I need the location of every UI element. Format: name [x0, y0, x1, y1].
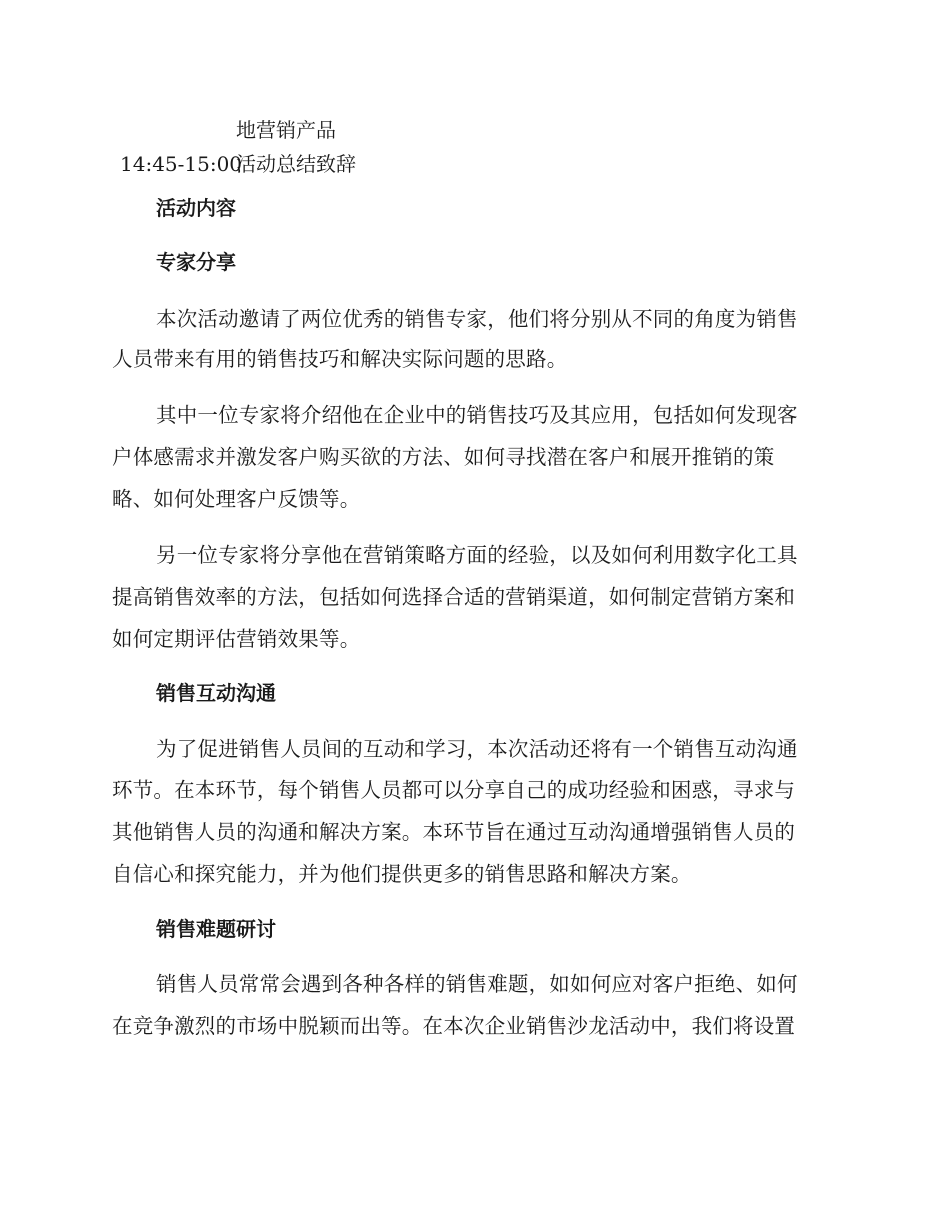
- paragraph-line: 为了促进销售人员间的互动和学习，本次活动还将有一个销售互动沟通: [156, 737, 798, 761]
- paragraph-line: 其他销售人员的沟通和解决方案。本环节旨在通过互动沟通增强销售人员的: [112, 820, 796, 844]
- paragraph-line: 本次活动邀请了两位优秀的销售专家，他们将分别从不同的角度为销售: [156, 307, 798, 331]
- schedule-activity: 活动总结致辞: [236, 152, 356, 176]
- paragraph-line: 销售人员常常会遇到各种各样的销售难题，如如何应对客户拒绝、如何: [156, 972, 798, 996]
- section-heading-interaction: 销售互动沟通: [156, 681, 276, 705]
- paragraph-line: 提高销售效率的方法，包括如何选择合适的营销渠道，如何制定营销方案和: [112, 585, 796, 609]
- section-heading-problems: 销售难题研讨: [156, 917, 276, 941]
- section-heading-content: 活动内容: [156, 196, 236, 220]
- paragraph-line: 环节。在本环节，每个销售人员都可以分享自己的成功经验和困惑，寻求与: [112, 778, 796, 802]
- paragraph-line: 户体感需求并激发客户购买欲的方法、如何寻找潜在客户和展开推销的策: [112, 445, 775, 469]
- paragraph-line: 人员带来有用的销售技巧和解决实际问题的思路。: [112, 347, 568, 371]
- paragraph-line: 在竞争激烈的市场中脱颖而出等。在本次企业销售沙龙活动中，我们将设置: [112, 1014, 796, 1038]
- schedule-activity: 地营销产品: [236, 118, 336, 142]
- paragraph-line: 自信心和探究能力，并为他们提供更多的销售思路和解决方案。: [112, 862, 692, 886]
- paragraph-line: 略、如何处理客户反馈等。: [112, 487, 361, 511]
- paragraph-line: 如何定期评估营销效果等。: [112, 627, 361, 651]
- section-heading-expert: 专家分享: [156, 250, 236, 274]
- paragraph-line: 另一位专家将分享他在营销策略方面的经验，以及如何利用数字化工具: [156, 543, 798, 567]
- schedule-time: 14:45-15:00: [120, 152, 243, 176]
- paragraph-line: 其中一位专家将介绍他在企业中的销售技巧及其应用，包括如何发现客: [156, 403, 798, 427]
